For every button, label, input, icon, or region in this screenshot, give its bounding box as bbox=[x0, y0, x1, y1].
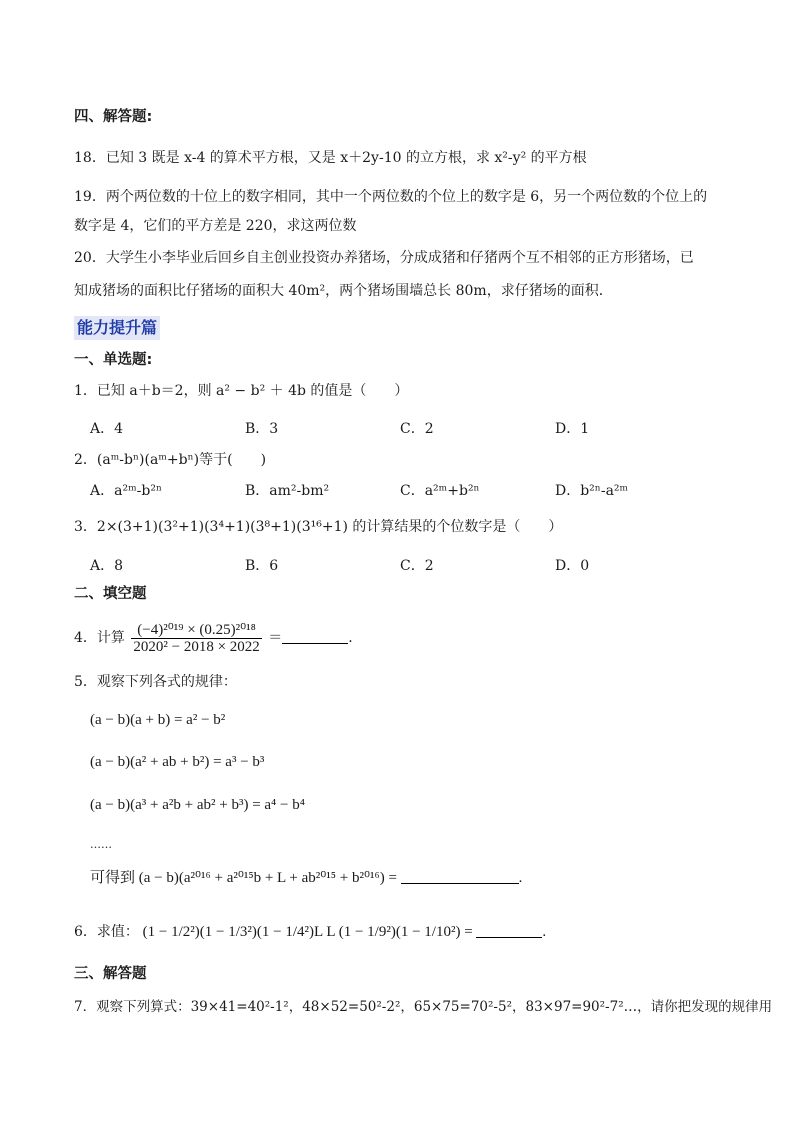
q6-prefix: 6．求值： bbox=[74, 924, 139, 940]
question-19-line-1: 19．两个两位数的十位上的数字相同，其中一个两位数的个位上的数字是 6，另一个两位数的个位上的 bbox=[74, 189, 708, 205]
q4-equals: ＝ bbox=[268, 630, 283, 646]
q5-equation-1: (a − b)(a + b) = a² − b² bbox=[90, 712, 226, 728]
q2-option-c[interactable]: C．a²ᵐ+b²ⁿ bbox=[400, 483, 480, 499]
q3-option-c[interactable]: C．2 bbox=[400, 558, 434, 574]
q2-option-b[interactable]: B．am²-bm² bbox=[245, 483, 330, 499]
q5-result bbox=[90, 868, 522, 888]
question-2-stem: 2．(aᵐ-bⁿ)(aᵐ+bⁿ)等于( ) bbox=[74, 452, 267, 468]
q5-answer-blank[interactable] bbox=[401, 869, 519, 884]
q1-option-b[interactable]: B．3 bbox=[245, 421, 279, 437]
q4-fraction bbox=[131, 622, 261, 655]
question-18: 18．已知 3 既是 x-4 的算术平方根，又是 x＋2y-10 的立方根，求 x²-y² 的平方根 bbox=[74, 150, 587, 166]
q6-expression: (1 − 1/2²)(1 − 1/3²)(1 − 1/4²)L L (1 − 1/9²)(1 − 1/10²) = bbox=[142, 924, 473, 940]
question-20-line-2: 知成猪场的面积比仔猪场的面积大 40m²，两个猪场围墙总长 80m，求仔猪场的面积． bbox=[74, 283, 613, 299]
question-4 bbox=[74, 620, 353, 656]
question-1-stem: 1．已知 a＋b＝2，则 a² − b² ＋ 4b 的值是（ ） bbox=[74, 383, 409, 399]
q3-option-d[interactable]: D．0 bbox=[555, 558, 590, 574]
q1-option-c[interactable]: C．2 bbox=[400, 421, 434, 437]
q4-numerator: (−4)²⁰¹⁹ × (0.25)²⁰¹⁸ bbox=[131, 622, 261, 639]
q4-period: . bbox=[348, 630, 353, 646]
q3-option-a[interactable]: A．8 bbox=[90, 558, 124, 574]
question-6 bbox=[74, 922, 546, 942]
part-3-title: 三、解答题 bbox=[74, 966, 147, 982]
question-1-options bbox=[90, 419, 730, 439]
question-20-line-1: 20．大学生小李毕业后回乡自主创业投资办养猪场，分成成猪和仔猪两个互不相邻的正方形猪场，已 bbox=[74, 250, 694, 266]
q5-ellipsis: …… bbox=[90, 838, 112, 851]
question-19-line-2: 数字是 4，它们的平方差是 220，求这两位数 bbox=[74, 218, 357, 234]
q2-option-d[interactable]: D．b²ⁿ-a²ᵐ bbox=[555, 483, 629, 499]
question-5-stem: 5．观察下列各式的规律： bbox=[74, 674, 237, 690]
q6-period: . bbox=[542, 924, 547, 940]
question-3-stem: 3．2×(3+1)(3²+1)(3⁴+1)(3⁸+1)(3¹⁶+1) 的计算结果的个位数字是（ ） bbox=[74, 519, 563, 535]
q5-equation-3: (a − b)(a³ + a²b + ab² + b³) = a⁴ − b⁴ bbox=[90, 797, 305, 813]
q6-answer-blank[interactable] bbox=[476, 923, 542, 938]
section-title-4: 四、解答题: bbox=[74, 109, 153, 125]
q2-option-a[interactable]: A．a²ᵐ-b²ⁿ bbox=[90, 483, 163, 499]
q5-period: . bbox=[518, 870, 523, 886]
question-2-options bbox=[90, 481, 730, 501]
q1-option-a[interactable]: A．4 bbox=[90, 421, 124, 437]
q4-prefix: 4．计算 bbox=[74, 630, 125, 646]
q5-equation-2: (a − b)(a² + ab + b²) = a³ − b³ bbox=[90, 754, 265, 770]
q5-result-expr: 可得到 (a − b)(a²⁰¹⁶ + a²⁰¹⁵b + L + ab²⁰¹⁵ + b²⁰¹⁶) = bbox=[90, 870, 397, 886]
q1-option-d[interactable]: D．1 bbox=[555, 421, 590, 437]
part-2-title: 二、填空题 bbox=[74, 586, 147, 602]
question-3-options bbox=[90, 556, 730, 576]
section-banner: 能力提升篇 bbox=[74, 316, 160, 340]
part-1-title: 一、单选题: bbox=[74, 352, 153, 368]
q4-denominator: 2020² − 2018 × 2022 bbox=[133, 638, 260, 655]
question-7: 7．观察下列算式：39×41=40²-1²，48×52=50²-2²，65×75=70²-5²，83×97=90²-7²…，请你把发现的规律用 bbox=[74, 999, 773, 1015]
q3-option-b[interactable]: B．6 bbox=[245, 558, 279, 574]
q4-answer-blank[interactable] bbox=[282, 629, 348, 644]
